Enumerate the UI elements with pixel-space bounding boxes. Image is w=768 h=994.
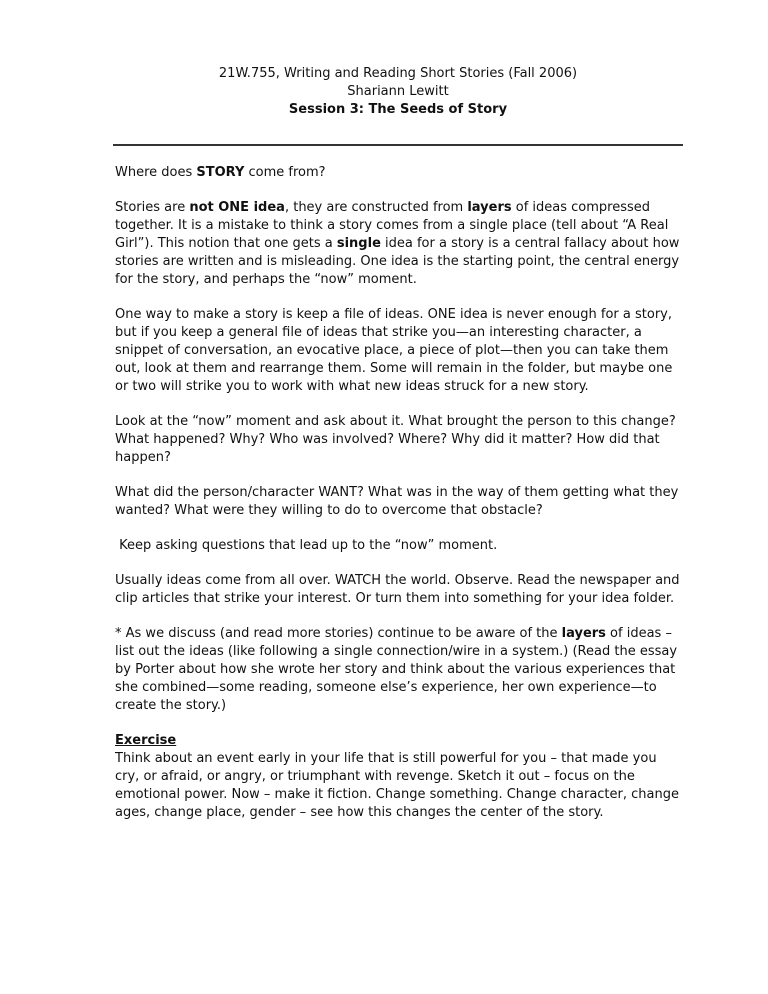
session-title [115,101,681,119]
header-divider [113,144,683,146]
exercise-text: Think about an event early in your life that is still powerful for you – that made you cry, or afraid, or angry, or triumphant with revenge. Sketch it out – focus on the emotional power. Now – make it fiction. Change something. Change character, change ages, change place, gender – see how this changes the center of the story. [115,751,679,820]
course-title: 21W.755, Writing and Reading Short Stories (Fall 2006) [218,66,578,81]
bold-text: single [336,236,381,251]
text: of ideas compressed together. It is a mistake to think a story comes from a single place (tell about “A Real Girl”). This notion that one gets a [115,200,669,251]
paragraph-now-moment: Look at the “now” moment and ask about it. What brought the person to this change? What happened? Why? Who was involved? Where? Why did it matter? How did that happen? [115,414,676,465]
text: * As we discuss (and read more stories) continue to be aware of the [115,626,562,641]
session-title-text: Session 3: The Seeds of Story [288,102,508,117]
paragraph-file-of-ideas: One way to make a story is keep a file of ideas. ONE idea is never enough for a story, but if you keep a general file of ideas that strike you—an interesting character, a snippet of conversation, an evocative place, a piece of plot—then you can take them out, look at them and rearrange them. Some will remain in the folder, but maybe one or two will strike you to work with what new ideas struck for a new story. [115,307,673,394]
exercise-heading: Exercise [115,733,177,748]
bold-text: layers [467,200,512,215]
paragraph-watch-world: Usually ideas come from all over. WATCH the world. Observe. Read the newspaper and clip articles that strike your interest. Or turn them into something for your idea folder. [115,573,680,606]
paragraph-layers [115,199,681,289]
text: Where does [115,165,197,180]
paragraph-question [115,164,681,182]
text: Stories are [115,200,190,215]
text: idea for a story is a central fallacy about how stories are written and is misleading. One idea is the starting point, the central energy for the story, and perhaps the “now” moment. [115,236,680,287]
bold-text: STORY [196,165,245,180]
paragraph-discuss [115,625,681,715]
document-page [115,65,681,822]
bold-text: not ONE idea [189,200,285,215]
text: of ideas – list out the ideas (like following a single connection/wire in a system.) (Read the essay by Porter about how she wrote her story and think about the various experiences that she combined—some reading, someone else’s experience, her own experience—to create the story.) [115,626,678,713]
paragraph-keep-asking: Keep asking questions that lead up to the “now” moment. [115,538,498,553]
bold-text: layers [561,626,606,641]
document-header [115,65,681,119]
author-name: Shariann Lewitt [347,84,449,99]
text: come from? [244,165,326,180]
exercise-section [115,732,681,822]
text: , they are constructed from [284,200,468,215]
paragraph-want: What did the person/character WANT? What was in the way of them getting what they wanted? What were they willing to do to overcome that obstacle? [115,485,679,518]
